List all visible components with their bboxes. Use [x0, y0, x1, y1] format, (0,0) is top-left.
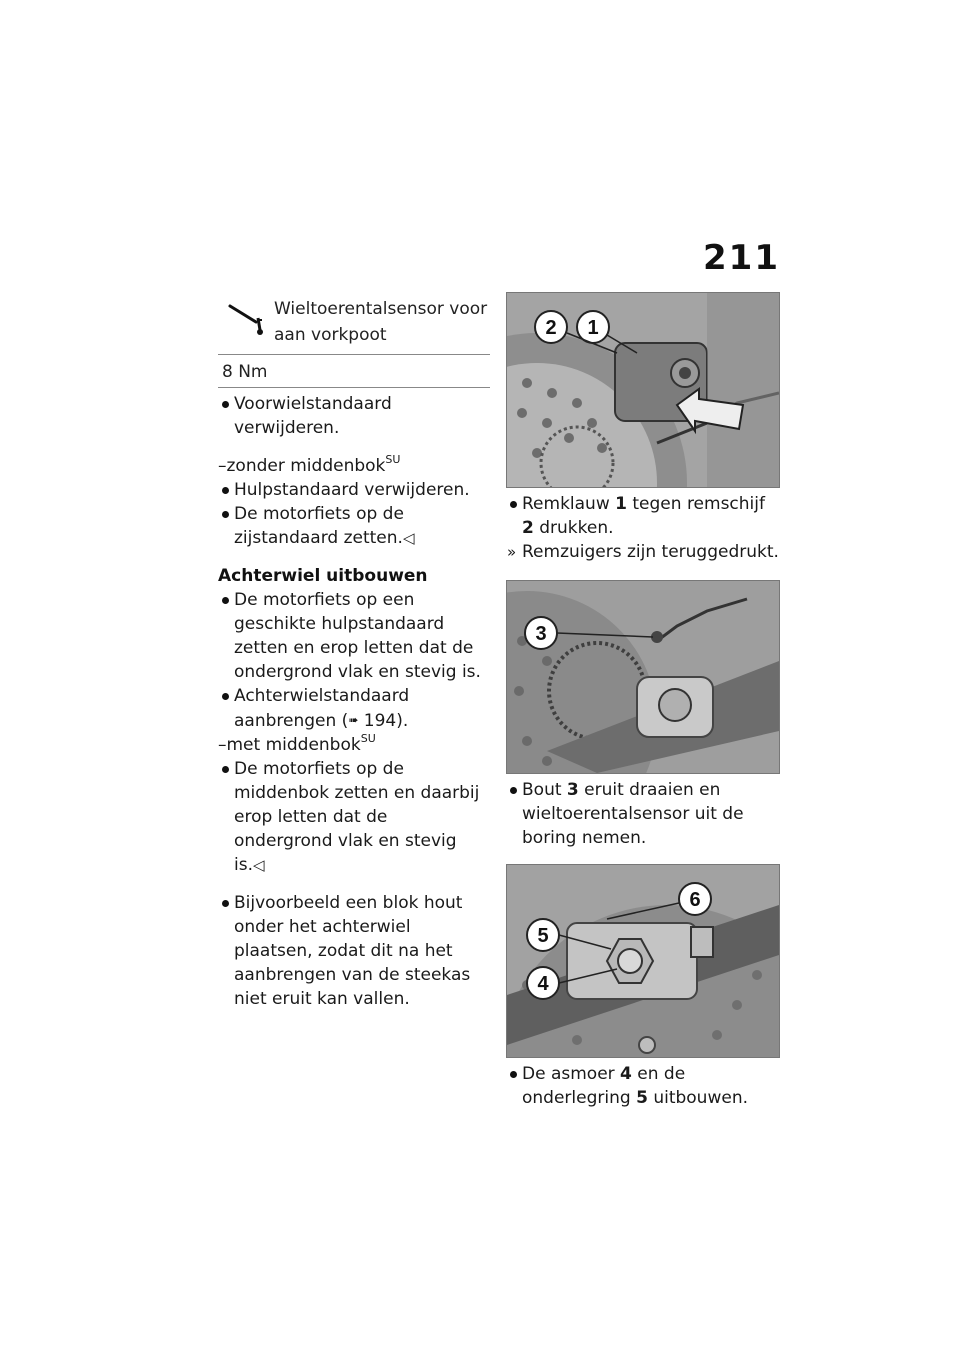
end-of-condition-mark: ◁ — [402, 529, 415, 547]
page-ref[interactable]: 194 — [363, 711, 397, 731]
callout-5: 5 — [537, 925, 549, 947]
step-aux-stand: De motorfiets op een geschikte hulpstandaard zetten en erop letten dat de ondergrond vlak en stevig is. — [218, 588, 490, 684]
torque-spec-header — [218, 292, 490, 355]
right-column — [506, 292, 782, 1110]
step-remove-aux-stand: Hulpstandaard verwijderen. — [218, 478, 490, 502]
torque-wrench-icon — [218, 296, 274, 338]
step-side-stand: De motorfiets op de zijstandaard zetten.◁ — [218, 502, 490, 550]
callout-2: 2 — [545, 317, 557, 339]
step-centre-stand: De motorfiets op de middenbok zetten en daarbij erop letten dat de ondergrond vlak en stevig is.◁ — [218, 757, 490, 877]
option-sup: SU — [360, 732, 376, 745]
option-sup: SU — [385, 453, 401, 466]
callout-6: 6 — [689, 889, 701, 911]
step-remove-bolt: Bout 3 eruit draaien en wieltoerentalsensor uit de boring nemen. — [506, 778, 782, 850]
result-mark-icon: » — [507, 543, 517, 561]
left-column — [218, 292, 490, 1011]
section-heading: Achterwiel uitbouwen — [218, 566, 428, 586]
condition-with-centre-stand: –met middenbok$^{SU}$ — [218, 732, 376, 755]
result-pistons: » Remzuigers zijn teruggedrukt. — [507, 542, 779, 562]
callout-4: 4 — [537, 973, 549, 995]
callout-3: 3 — [535, 623, 547, 645]
step-push-caliper: Remklauw 1 tegen remschijf 2 drukken. — [506, 492, 782, 540]
step-remove-axle-nut: De asmoer 4 en de onderlegring 5 uitbouwen. — [506, 1062, 782, 1110]
page-number: 211 — [703, 238, 780, 278]
torque-spec-value: 8 Nm — [222, 362, 268, 382]
torque-spec-label: Wieltoerentalsensor voor aan vorkpoot — [274, 299, 488, 345]
page-ref-arrow-icon: ➠ — [348, 713, 359, 727]
callout-1: 1 — [587, 317, 599, 339]
step-fit-rear-stand: Achterwielstandaard aanbrengen (➠ 194). — [218, 684, 490, 733]
photo-axle-nut — [506, 864, 780, 1058]
photo-brake-caliper — [506, 292, 780, 488]
photo-speed-sensor — [506, 580, 780, 774]
step-remove-front-stand: Voorwielstandaard verwijderen. — [218, 392, 490, 440]
condition-without-centre-stand: –zonder middenbok$^{SU}$ — [218, 453, 401, 476]
torque-spec-box — [218, 292, 490, 388]
step-wood-block: Bijvoorbeeld een blok hout onder het achterwiel plaatsen, zodat dit na het aanbrengen van de steekas niet eruit kan vallen. — [218, 891, 490, 1011]
end-of-condition-mark: ◁ — [252, 856, 265, 874]
